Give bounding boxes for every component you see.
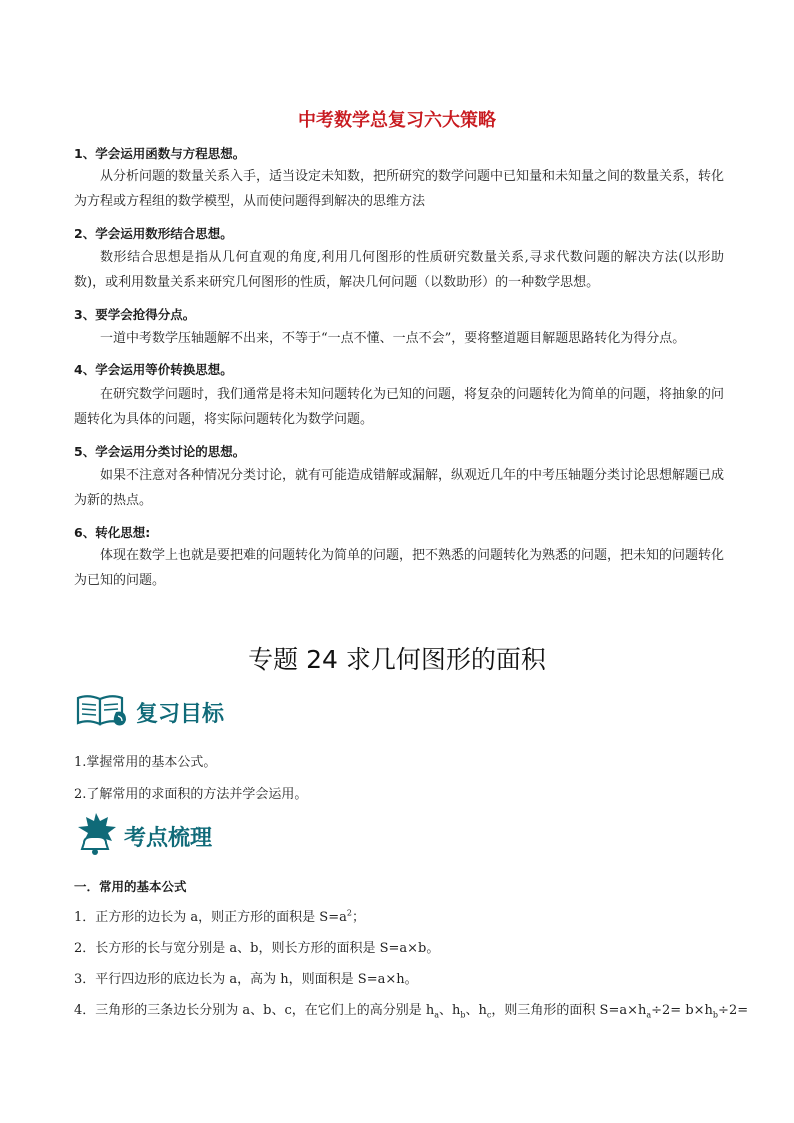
strategy-body-2: 数形结合思想是指从几何直观的角度,利用几何图形的性质研究数量关系,寻求代数问题的解决方法(以形助数)，或利用数量关系来研究几何图形的性质，解决几何问题（以数助形）的一种数学思想。: [74, 250, 724, 290]
strategy-heading-1: 1、学会运用函数与方程思想。: [74, 146, 246, 161]
open-book-icon: [74, 690, 130, 734]
key-points-banner: [74, 816, 212, 856]
strategy-body-4: 在研究数学问题时，我们通常是将未知问题转化为已知的问题，将复杂的问题转化为简单的问题，将抽象的问题转化为具体的问题，将实际问题转化为数学问题。: [74, 387, 725, 427]
topic-title: 专题 24 求几何图形的面积: [248, 645, 546, 674]
strategy-heading-4: 4、学会运用等价转换思想。: [74, 362, 233, 377]
review-goals-heading: 复习目标: [136, 700, 225, 727]
formula-line-3: 3．平行四边形的底边长为 a，高为 h，则面积是 S=a×h。: [74, 972, 418, 987]
review-goals-banner: [74, 692, 224, 732]
strategy-heading-2: 2、学会运用数形结合思想。: [74, 226, 233, 241]
strategy-body-3: 一道中考数学压轴题解不出来，不等于“一点不懂、一点不会”，要将整道题目解题思路转化为得分点。: [100, 331, 686, 346]
review-goal-1: 1.掌握常用的基本公式。: [74, 755, 217, 770]
strategy-body-1: 从分析问题的数量关系入手，适当设定未知数，把所研究的数学问题中已知量和未知量之间的数量关系，转化为方程或方程组的数学模型，从而使问题得到解决的思维方法: [74, 169, 725, 209]
strategy-body-6: 体现在数学上也就是要把难的问题转化为简单的问题，把不熟悉的问题转化为熟悉的问题，把未知的问题转化为已知的问题。: [74, 548, 725, 588]
formula-line-4: 4．三角形的三条边长分别为 a、b、c，在它们上的高分别是 $h_a$、$h_b$、$h_c$，则三角形的面积 $S=a\times h_a\div 2= b\times h_b\div 2=$: [74, 1003, 749, 1020]
formulas-subheading: 一．常用的基本公式: [74, 879, 187, 894]
review-goal-2: 2.了解常用的求面积的方法并学会运用。: [74, 787, 308, 802]
key-points-heading: 考点梳理: [124, 824, 213, 851]
formula-line-1: 1．正方形的边长为 a，则正方形的面积是 $S=a^2$；: [74, 908, 365, 925]
strategy-heading-3: 3、要学会抢得分点。: [74, 307, 196, 322]
main-title: 中考数学总复习六大策略: [298, 110, 496, 131]
strategy-heading-6: 6、转化思想:: [74, 525, 151, 540]
strategy-heading-5: 5、学会运用分类讨论的思想。: [74, 444, 246, 459]
formula-line-2: 2．长方形的长与宽分别是 a、b，则长方形的面积是 S=a×b。: [74, 941, 440, 956]
strategy-body-5: 如果不注意对各种情况分类讨论，就有可能造成错解或漏解，纵观近几年的中考压轴题分类讨论思想解题已成为新的热点。: [74, 468, 725, 508]
maple-leaf-bell-icon: [74, 811, 118, 861]
